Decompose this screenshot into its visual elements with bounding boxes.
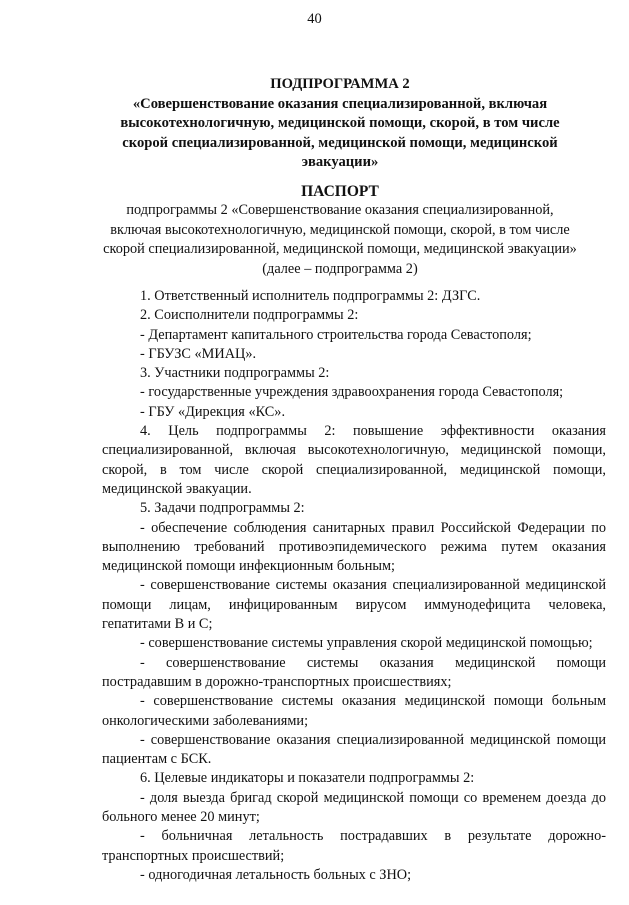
passport-line: включая высокотехнологичную, медицинской помощи, скорой, в том числе <box>110 221 570 238</box>
item-participant: - ГБУ «Дирекция «КС». <box>140 403 286 420</box>
passport-line: подпрограммы 2 «Совершенствование оказания специализированной, <box>126 202 554 218</box>
item-co-executors-heading: 2. Соисполнители подпрограммы 2: <box>140 307 359 324</box>
subprogram-subtitle-line: «Совершенствование оказания специализированной, включая <box>132 95 548 112</box>
item-indicators-heading: 6. Целевые индикаторы и показатели подпрограммы 2: <box>140 770 475 787</box>
passport-heading <box>80 182 600 279</box>
item-task: - совершенствование оказания специализированной медицинской помощи пациентам с БСК. <box>102 731 606 768</box>
passport-line: (далее – подпрограмма 2) <box>262 260 418 277</box>
passport-line: скорой специализированной, медицинской помощи, медицинской эвакуации» <box>103 241 577 257</box>
subprogram-subtitle-line: эвакуации» <box>301 154 379 170</box>
item-task: - обеспечение соблюдения санитарных правил Российской Федерации по выполнению требований противоэпидемического режима путем оказания медицинской помощи инфекционным больным; <box>102 519 606 575</box>
item-indicator: - одногодичная летальность больных с ЗНО; <box>140 866 412 883</box>
item-task: - совершенствование системы оказания специализированной медицинской помощи лицам, инфицированным вирусом иммунодефицита человека, гепатитами В и С; <box>102 577 606 633</box>
item-co-executor: - ГБУЗС «МИАЦ». <box>140 345 257 362</box>
item-responsible-executor: 1. Ответственный исполнитель подпрограммы 2: ДЗГС. <box>140 288 481 304</box>
passport-title: ПАСПОРТ <box>301 183 379 200</box>
item-task: - совершенствование системы управления скорой медицинской помощью; <box>140 635 593 652</box>
item-task: - совершенствование системы оказания медицинской помощи больным онкологическими заболеваниями; <box>102 693 606 729</box>
subprogram-subtitle-line: высокотехнологичную, медицинской помощи, скорой, в том числе <box>120 115 560 131</box>
page-number: 40 <box>307 11 322 27</box>
subprogram-title: ПОДПРОГРАММА 2 <box>270 76 410 92</box>
item-co-executor: - Департамент капитального строительства города Севастополя; <box>140 326 532 343</box>
item-tasks-heading: 5. Задачи подпрограммы 2: <box>140 500 305 517</box>
item-participant: - государственные учреждения здравоохранения города Севастополя; <box>140 384 564 401</box>
subprogram-heading <box>100 75 580 173</box>
subprogram-subtitle-line: скорой специализированной, медицинской помощи, медицинской <box>122 134 558 151</box>
item-indicator: - доля выезда бригад скорой медицинской помощи со временем доезда до больного менее 20 минут; <box>102 789 606 826</box>
item-task: - совершенствование системы оказания медицинской помощи пострадавшим в дорожно-транспортных происшествиях; <box>102 654 606 690</box>
item-indicator: - больничная летальность пострадавших в результате дорожно-транспортных происшествий; <box>102 828 606 864</box>
item-goal: 4. Цель подпрограммы 2: повышение эффективности оказания специализированной, включая высокотехнологичную, медицинской помощи, скорой, в том числе скорой специализированной, медицинской помощи, медицинской эвакуации. <box>102 423 606 497</box>
item-participants-heading: 3. Участники подпрограммы 2: <box>140 365 330 382</box>
passport-body <box>102 287 606 885</box>
